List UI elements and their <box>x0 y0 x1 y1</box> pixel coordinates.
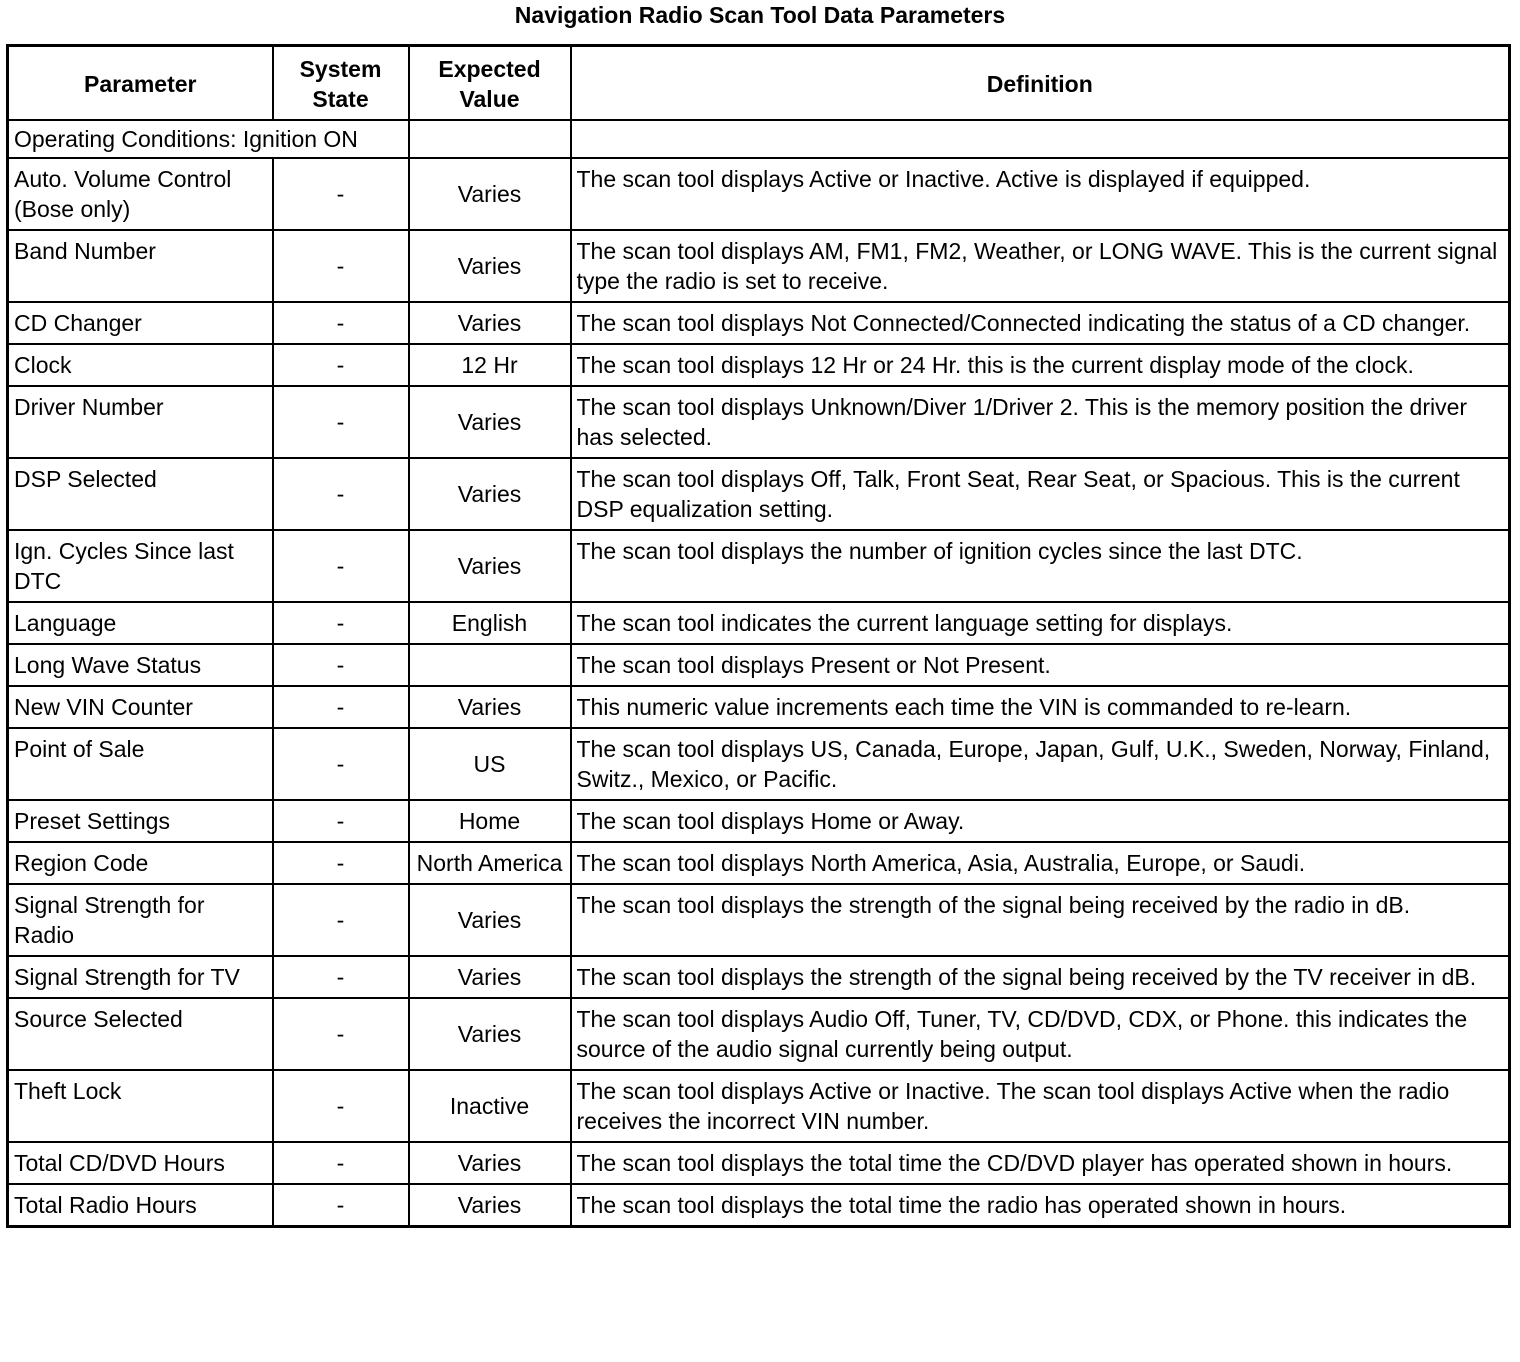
definition-cell: The scan tool displays the strength of the signal being received by the radio in dB. <box>571 884 1510 956</box>
operating-conditions-empty-cell <box>409 120 571 158</box>
expected-value-cell: Inactive <box>409 1070 571 1142</box>
expected-value-cell: Varies <box>409 686 571 728</box>
table-row <box>8 602 1510 644</box>
definition-cell: The scan tool displays US, Canada, Europe, Japan, Gulf, U.K., Sweden, Norway, Finland, Switz., Mexico, or Pacific. <box>571 728 1510 800</box>
definition-cell: The scan tool displays Unknown/Diver 1/Driver 2. This is the memory position the driver has selected. <box>571 386 1510 458</box>
header-definition: Definition <box>571 46 1510 121</box>
definition-cell: The scan tool displays 12 Hr or 24 Hr. this is the current display mode of the clock. <box>571 344 1510 386</box>
parameter-cell: Region Code <box>8 842 273 884</box>
parameter-cell: Auto. Volume Control (Bose only) <box>8 158 273 230</box>
parameter-cell: Total CD/DVD Hours <box>8 1142 273 1184</box>
header-expected-value: Expected Value <box>409 46 571 121</box>
expected-value-cell: Varies <box>409 956 571 998</box>
table-row <box>8 1184 1510 1227</box>
header-system-state: System State <box>273 46 409 121</box>
expected-value-cell: US <box>409 728 571 800</box>
definition-cell: The scan tool displays Off, Talk, Front Seat, Rear Seat, or Spacious. This is the current DSP equalization setting. <box>571 458 1510 530</box>
parameter-cell: Clock <box>8 344 273 386</box>
table-row <box>8 230 1510 302</box>
definition-cell: The scan tool displays Present or Not Present. <box>571 644 1510 686</box>
table-row <box>8 158 1510 230</box>
expected-value-cell: Varies <box>409 530 571 602</box>
definition-cell: The scan tool displays Audio Off, Tuner, TV, CD/DVD, CDX, or Phone. this indicates the source of the audio signal currently being output. <box>571 998 1510 1070</box>
system-state-cell: - <box>273 530 409 602</box>
table-row <box>8 302 1510 344</box>
table-row <box>8 956 1510 998</box>
expected-value-cell: Varies <box>409 1142 571 1184</box>
table-row <box>8 1142 1510 1184</box>
system-state-cell: - <box>273 842 409 884</box>
system-state-cell: - <box>273 344 409 386</box>
definition-cell: The scan tool displays Not Connected/Connected indicating the status of a CD changer. <box>571 302 1510 344</box>
expected-value-cell: 12 Hr <box>409 344 571 386</box>
table-row <box>8 800 1510 842</box>
system-state-cell: - <box>273 686 409 728</box>
definition-cell: The scan tool displays the total time the radio has operated shown in hours. <box>571 1184 1510 1227</box>
parameter-cell: Ign. Cycles Since last DTC <box>8 530 273 602</box>
parameter-cell: Language <box>8 602 273 644</box>
expected-value-cell: Home <box>409 800 571 842</box>
definition-cell: The scan tool displays Active or Inactive. Active is displayed if equipped. <box>571 158 1510 230</box>
system-state-cell: - <box>273 644 409 686</box>
parameter-cell: DSP Selected <box>8 458 273 530</box>
expected-value-cell: Varies <box>409 158 571 230</box>
system-state-cell: - <box>273 458 409 530</box>
system-state-cell: - <box>273 1142 409 1184</box>
table-row <box>8 842 1510 884</box>
parameter-cell: Theft Lock <box>8 1070 273 1142</box>
parameter-cell: Signal Strength for TV <box>8 956 273 998</box>
expected-value-cell <box>409 644 571 686</box>
definition-cell: This numeric value increments each time the VIN is commanded to re-learn. <box>571 686 1510 728</box>
operating-conditions: Operating Conditions: Ignition ON <box>8 120 409 158</box>
system-state-cell: - <box>273 884 409 956</box>
definition-cell: The scan tool indicates the current language setting for displays. <box>571 602 1510 644</box>
parameter-cell: New VIN Counter <box>8 686 273 728</box>
table-header-row <box>8 46 1510 121</box>
definition-cell: The scan tool displays the strength of the signal being received by the TV receiver in dB. <box>571 956 1510 998</box>
parameter-cell: CD Changer <box>8 302 273 344</box>
system-state-cell: - <box>273 998 409 1070</box>
table-row <box>8 884 1510 956</box>
table-row <box>8 530 1510 602</box>
expected-value-cell: Varies <box>409 458 571 530</box>
parameters-table <box>6 44 1511 1228</box>
system-state-cell: - <box>273 158 409 230</box>
system-state-cell: - <box>273 1184 409 1227</box>
system-state-cell: - <box>273 800 409 842</box>
parameter-cell: Long Wave Status <box>8 644 273 686</box>
expected-value-cell: Varies <box>409 386 571 458</box>
definition-cell: The scan tool displays the total time the CD/DVD player has operated shown in hours. <box>571 1142 1510 1184</box>
parameter-cell: Total Radio Hours <box>8 1184 273 1227</box>
system-state-cell: - <box>273 386 409 458</box>
parameter-cell: Signal Strength for Radio <box>8 884 273 956</box>
expected-value-cell: English <box>409 602 571 644</box>
system-state-cell: - <box>273 230 409 302</box>
expected-value-cell: Varies <box>409 998 571 1070</box>
system-state-cell: - <box>273 602 409 644</box>
definition-cell: The scan tool displays North America, Asia, Australia, Europe, or Saudi. <box>571 842 1510 884</box>
table-row <box>8 344 1510 386</box>
operating-conditions-row <box>8 120 1510 158</box>
definition-cell: The scan tool displays Active or Inactive. The scan tool displays Active when the radio receives the incorrect VIN number. <box>571 1070 1510 1142</box>
expected-value-cell: Varies <box>409 1184 571 1227</box>
table-row <box>8 644 1510 686</box>
parameter-cell: Preset Settings <box>8 800 273 842</box>
parameter-cell: Point of Sale <box>8 728 273 800</box>
definition-cell: The scan tool displays the number of ignition cycles since the last DTC. <box>571 530 1510 602</box>
system-state-cell: - <box>273 302 409 344</box>
table-row <box>8 998 1510 1070</box>
header-parameter: Parameter <box>8 46 273 121</box>
table-row <box>8 386 1510 458</box>
definition-cell: The scan tool displays AM, FM1, FM2, Weather, or LONG WAVE. This is the current signal type the radio is set to receive. <box>571 230 1510 302</box>
table-row <box>8 728 1510 800</box>
table-row <box>8 458 1510 530</box>
system-state-cell: - <box>273 1070 409 1142</box>
table-row <box>8 686 1510 728</box>
definition-cell: The scan tool displays Home or Away. <box>571 800 1510 842</box>
page-title: Navigation Radio Scan Tool Data Parameters <box>514 2 1006 28</box>
table-row <box>8 1070 1510 1142</box>
expected-value-cell: North America <box>409 842 571 884</box>
parameter-cell: Band Number <box>8 230 273 302</box>
expected-value-cell: Varies <box>409 884 571 956</box>
operating-conditions-empty-cell <box>571 120 1510 158</box>
system-state-cell: - <box>273 956 409 998</box>
expected-value-cell: Varies <box>409 230 571 302</box>
parameter-cell: Source Selected <box>8 998 273 1070</box>
expected-value-cell: Varies <box>409 302 571 344</box>
system-state-cell: - <box>273 728 409 800</box>
parameter-cell: Driver Number <box>8 386 273 458</box>
